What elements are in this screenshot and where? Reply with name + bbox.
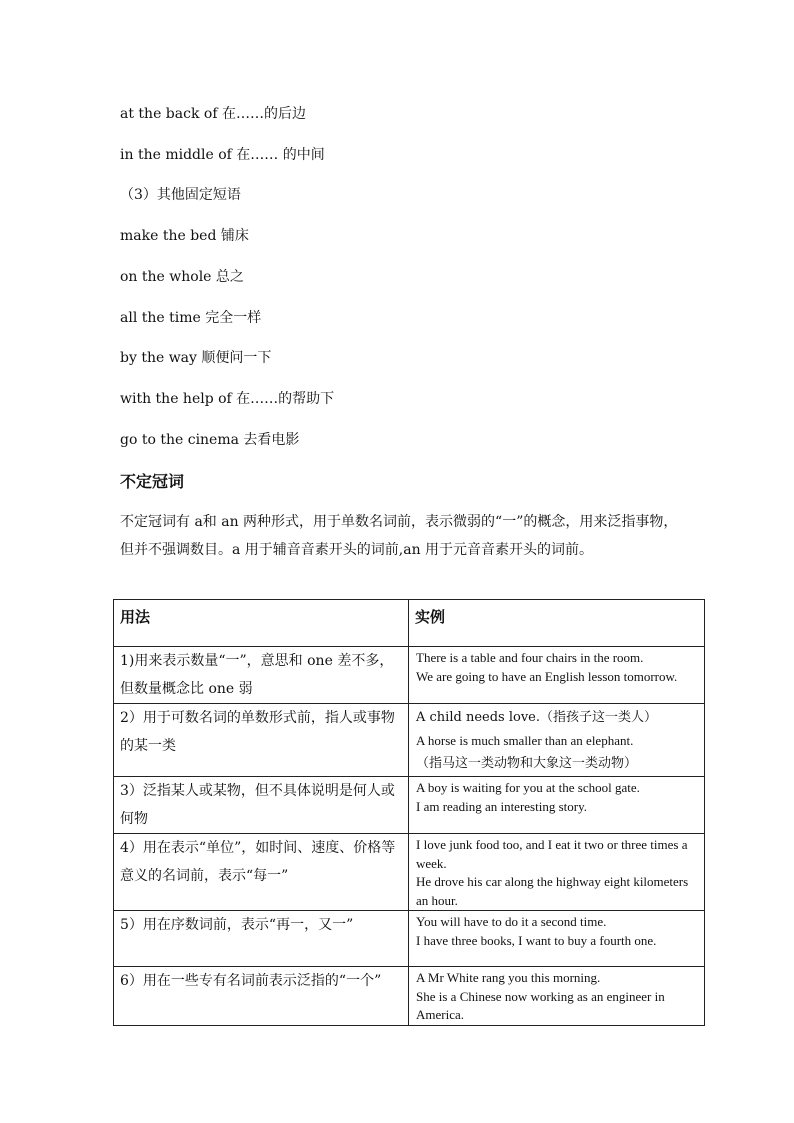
example-sentence: A horse is much smaller than an elephant. <box>416 733 634 748</box>
examples-cell <box>409 911 705 967</box>
example-sentence: She is a Chinese now working as an engineer in America. <box>416 988 665 1022</box>
phrase-line: go to the cinema 去看电影 <box>120 432 300 448</box>
column-header-usage: 用法 <box>114 600 409 647</box>
examples-cell <box>409 647 705 704</box>
example-sentence: I love junk food too, and I eat it two or three times a week. <box>416 837 688 871</box>
table-row <box>114 704 705 777</box>
examples-cell <box>409 834 705 911</box>
usage-cell: 4）用在表示“单位”，如时间、速度、价格等意义的名词前，表示“每一” <box>114 834 409 911</box>
table-header-row <box>114 600 705 647</box>
phrase-line: at the back of 在……的后边 <box>120 106 306 122</box>
column-header-examples: 实例 <box>409 600 705 647</box>
usage-cell: 5）用在序数词前，表示“再一，又一” <box>114 911 409 967</box>
example-sentence: There is a table and four chairs in the room. <box>416 650 644 665</box>
table-row <box>114 834 705 911</box>
example-sentence: I have three books, I want to buy a fourth one. <box>416 932 657 948</box>
phrase-line: with the help of 在……的帮助下 <box>120 391 335 407</box>
example-sentence: We are going to have an English lesson tomorrow. <box>416 668 678 684</box>
example-sentence: He drove his car along the highway eight kilometers an hour. <box>416 874 689 908</box>
usage-cell: 2）用于可数名词的单数形式前，指人或事物的某一类 <box>114 704 409 777</box>
example-sentence: I am reading an interesting story. <box>416 798 587 814</box>
table-row <box>114 777 705 834</box>
phrase-line: make the bed 铺床 <box>120 228 249 244</box>
phrase-line: by the way 顺便问一下 <box>120 350 272 366</box>
usage-cell: 6）用在一些专有名词前表示泛指的“一个” <box>114 967 409 1026</box>
usage-cell: 1)用来表示数量“一”，意思和 one 差不多，但数量概念比 one 弱 <box>114 647 409 704</box>
phrase-line: on the whole 总之 <box>120 269 244 285</box>
usage-table <box>113 599 705 1026</box>
examples-cell <box>409 704 705 777</box>
table-row <box>114 967 705 1026</box>
examples-cell <box>409 777 705 834</box>
section-paragraph: 不定冠词有 a和 an 两种形式，用于单数名词前，表示微弱的“一”的概念，用来泛指事物，但并不强调数目。a 用于辅音音素开头的词前,an 用于元音音素开头的词前。 <box>120 514 678 558</box>
section-heading: 不定冠词 <box>120 472 185 491</box>
example-sentence: A boy is waiting for you at the school gate. <box>416 780 640 795</box>
example-sentence: You will have to do it a second time. <box>416 914 607 929</box>
phrase-line: in the middle of 在…… 的中间 <box>120 147 325 163</box>
example-sentence: （指马这一类动物和大象这一类动物） <box>416 756 638 771</box>
example-sentence: A child needs love.（指孩子这一类人） <box>416 710 657 725</box>
phrase-line: all the time 完全一样 <box>120 310 262 326</box>
usage-cell: 3）泛指某人或某物，但不具体说明是何人或何物 <box>114 777 409 834</box>
example-sentence: A Mr White rang you this morning. <box>416 970 601 985</box>
table-row <box>114 911 705 967</box>
examples-cell <box>409 967 705 1026</box>
table-row <box>114 647 705 704</box>
subsection-label: （3）其他固定短语 <box>120 187 241 203</box>
